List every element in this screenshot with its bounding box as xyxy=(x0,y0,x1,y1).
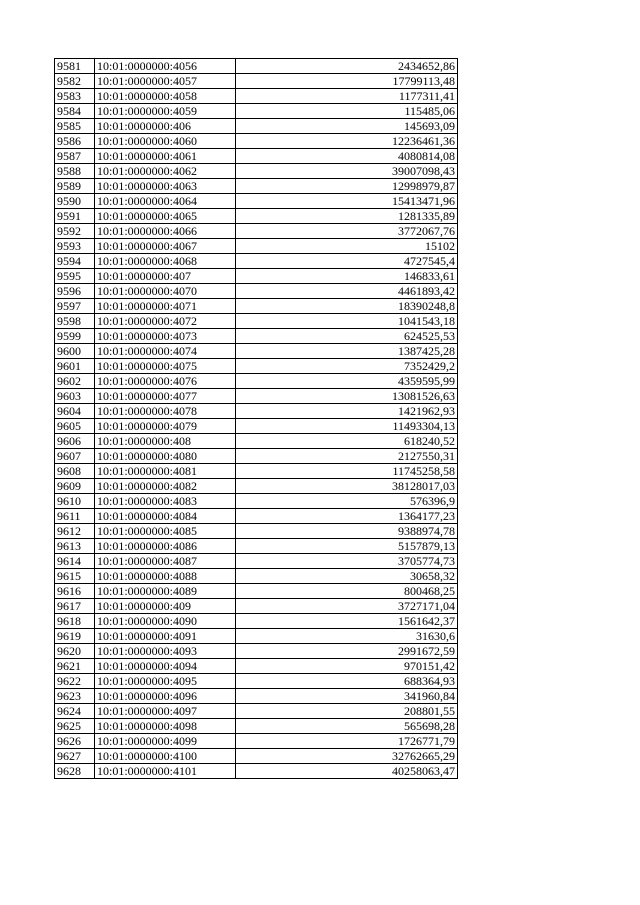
cadastral-number-cell: 10:01:0000000:4070 xyxy=(95,284,236,299)
cadastral-number-cell: 10:01:0000000:4081 xyxy=(95,464,236,479)
row-number-cell: 9627 xyxy=(55,749,95,764)
cadastral-number-cell: 10:01:0000000:409 xyxy=(95,599,236,614)
row-number-cell: 9623 xyxy=(55,689,95,704)
cadastral-number-cell: 10:01:0000000:408 xyxy=(95,434,236,449)
table-row xyxy=(55,599,458,614)
cadastral-number-cell: 10:01:0000000:4075 xyxy=(95,359,236,374)
row-number-cell: 9600 xyxy=(55,344,95,359)
cadastral-number-cell: 10:01:0000000:4077 xyxy=(95,389,236,404)
cadastral-number-cell: 10:01:0000000:4088 xyxy=(95,569,236,584)
row-number-cell: 9595 xyxy=(55,269,95,284)
value-cell: 2127550,31 xyxy=(236,449,458,464)
table-row xyxy=(55,179,458,194)
row-number-cell: 9598 xyxy=(55,314,95,329)
cadastral-number-cell: 10:01:0000000:4090 xyxy=(95,614,236,629)
row-number-cell: 9606 xyxy=(55,434,95,449)
cadastral-number-cell: 10:01:0000000:4073 xyxy=(95,329,236,344)
table-row xyxy=(55,329,458,344)
row-number-cell: 9582 xyxy=(55,74,95,89)
row-number-cell: 9604 xyxy=(55,404,95,419)
row-number-cell: 9621 xyxy=(55,659,95,674)
cadastral-number-cell: 10:01:0000000:4079 xyxy=(95,419,236,434)
table-row xyxy=(55,464,458,479)
cadastral-number-cell: 10:01:0000000:4099 xyxy=(95,734,236,749)
table-row xyxy=(55,134,458,149)
row-number-cell: 9611 xyxy=(55,509,95,524)
value-cell: 11745258,58 xyxy=(236,464,458,479)
value-cell: 688364,93 xyxy=(236,674,458,689)
table-row xyxy=(55,584,458,599)
row-number-cell: 9590 xyxy=(55,194,95,209)
table-row xyxy=(55,404,458,419)
row-number-cell: 9605 xyxy=(55,419,95,434)
table-row xyxy=(55,449,458,464)
cadastral-number-cell: 10:01:0000000:4065 xyxy=(95,209,236,224)
table-row xyxy=(55,284,458,299)
table-row xyxy=(55,554,458,569)
table-row xyxy=(55,719,458,734)
row-number-cell: 9615 xyxy=(55,569,95,584)
cadastral-number-cell: 10:01:0000000:4080 xyxy=(95,449,236,464)
table-row xyxy=(55,614,458,629)
cadastral-number-cell: 10:01:0000000:4074 xyxy=(95,344,236,359)
row-number-cell: 9610 xyxy=(55,494,95,509)
value-cell: 565698,28 xyxy=(236,719,458,734)
data-table xyxy=(54,58,458,779)
cadastral-number-cell: 10:01:0000000:4076 xyxy=(95,374,236,389)
cadastral-number-cell: 10:01:0000000:4091 xyxy=(95,629,236,644)
table-row xyxy=(55,479,458,494)
row-number-cell: 9601 xyxy=(55,359,95,374)
value-cell: 31630,6 xyxy=(236,629,458,644)
row-number-cell: 9593 xyxy=(55,239,95,254)
value-cell: 2434652,86 xyxy=(236,59,458,74)
value-cell: 1387425,28 xyxy=(236,344,458,359)
table-row xyxy=(55,524,458,539)
table-row xyxy=(55,749,458,764)
value-cell: 38128017,03 xyxy=(236,479,458,494)
value-cell: 40258063,47 xyxy=(236,764,458,779)
table-row xyxy=(55,209,458,224)
table-row xyxy=(55,569,458,584)
row-number-cell: 9592 xyxy=(55,224,95,239)
cadastral-number-cell: 10:01:0000000:4094 xyxy=(95,659,236,674)
value-cell: 146833,61 xyxy=(236,269,458,284)
cadastral-number-cell: 10:01:0000000:407 xyxy=(95,269,236,284)
cadastral-number-cell: 10:01:0000000:4096 xyxy=(95,689,236,704)
cadastral-number-cell: 10:01:0000000:4059 xyxy=(95,104,236,119)
row-number-cell: 9617 xyxy=(55,599,95,614)
cadastral-number-cell: 10:01:0000000:4060 xyxy=(95,134,236,149)
value-cell: 39007098,43 xyxy=(236,164,458,179)
value-cell: 145693,09 xyxy=(236,119,458,134)
value-cell: 618240,52 xyxy=(236,434,458,449)
row-number-cell: 9625 xyxy=(55,719,95,734)
row-number-cell: 9609 xyxy=(55,479,95,494)
table-row xyxy=(55,494,458,509)
cadastral-number-cell: 10:01:0000000:4058 xyxy=(95,89,236,104)
value-cell: 18390248,8 xyxy=(236,299,458,314)
table-row xyxy=(55,764,458,779)
row-number-cell: 9583 xyxy=(55,89,95,104)
table-row xyxy=(55,674,458,689)
table-row xyxy=(55,194,458,209)
table-row xyxy=(55,104,458,119)
row-number-cell: 9597 xyxy=(55,299,95,314)
row-number-cell: 9624 xyxy=(55,704,95,719)
cadastral-number-cell: 10:01:0000000:4064 xyxy=(95,194,236,209)
cadastral-number-cell: 10:01:0000000:4062 xyxy=(95,164,236,179)
table-row xyxy=(55,509,458,524)
cadastral-number-cell: 10:01:0000000:4085 xyxy=(95,524,236,539)
table-row xyxy=(55,59,458,74)
cadastral-number-cell: 10:01:0000000:406 xyxy=(95,119,236,134)
row-number-cell: 9585 xyxy=(55,119,95,134)
row-number-cell: 9622 xyxy=(55,674,95,689)
row-number-cell: 9603 xyxy=(55,389,95,404)
value-cell: 1281335,89 xyxy=(236,209,458,224)
value-cell: 4080814,08 xyxy=(236,149,458,164)
cadastral-number-cell: 10:01:0000000:4082 xyxy=(95,479,236,494)
cadastral-number-cell: 10:01:0000000:4095 xyxy=(95,674,236,689)
value-cell: 1041543,18 xyxy=(236,314,458,329)
row-number-cell: 9591 xyxy=(55,209,95,224)
value-cell: 15102 xyxy=(236,239,458,254)
row-number-cell: 9628 xyxy=(55,764,95,779)
value-cell: 341960,84 xyxy=(236,689,458,704)
table-row xyxy=(55,629,458,644)
value-cell: 5157879,13 xyxy=(236,539,458,554)
row-number-cell: 9588 xyxy=(55,164,95,179)
row-number-cell: 9584 xyxy=(55,104,95,119)
cadastral-number-cell: 10:01:0000000:4067 xyxy=(95,239,236,254)
value-cell: 115485,06 xyxy=(236,104,458,119)
value-cell: 9388974,78 xyxy=(236,524,458,539)
row-number-cell: 9586 xyxy=(55,134,95,149)
value-cell: 3705774,73 xyxy=(236,554,458,569)
table-row xyxy=(55,89,458,104)
cadastral-number-cell: 10:01:0000000:4056 xyxy=(95,59,236,74)
value-cell: 11493304,13 xyxy=(236,419,458,434)
table-row xyxy=(55,734,458,749)
row-number-cell: 9613 xyxy=(55,539,95,554)
table-row xyxy=(55,254,458,269)
value-cell: 7352429,2 xyxy=(236,359,458,374)
value-cell: 2991672,59 xyxy=(236,644,458,659)
value-cell: 1364177,23 xyxy=(236,509,458,524)
table-row xyxy=(55,704,458,719)
value-cell: 4359595,99 xyxy=(236,374,458,389)
value-cell: 1726771,79 xyxy=(236,734,458,749)
cadastral-number-cell: 10:01:0000000:4063 xyxy=(95,179,236,194)
value-cell: 30658,32 xyxy=(236,569,458,584)
table-row xyxy=(55,314,458,329)
table-row xyxy=(55,269,458,284)
value-cell: 3727171,04 xyxy=(236,599,458,614)
row-number-cell: 9618 xyxy=(55,614,95,629)
cadastral-number-cell: 10:01:0000000:4086 xyxy=(95,539,236,554)
table-body xyxy=(55,59,458,779)
cadastral-number-cell: 10:01:0000000:4084 xyxy=(95,509,236,524)
value-cell: 13081526,63 xyxy=(236,389,458,404)
value-cell: 576396,9 xyxy=(236,494,458,509)
row-number-cell: 9589 xyxy=(55,179,95,194)
cadastral-number-cell: 10:01:0000000:4100 xyxy=(95,749,236,764)
table-row xyxy=(55,419,458,434)
value-cell: 17799113,48 xyxy=(236,74,458,89)
value-cell: 12236461,36 xyxy=(236,134,458,149)
table-row xyxy=(55,149,458,164)
table-row xyxy=(55,164,458,179)
table-row xyxy=(55,644,458,659)
row-number-cell: 9608 xyxy=(55,464,95,479)
table-row xyxy=(55,239,458,254)
row-number-cell: 9596 xyxy=(55,284,95,299)
cadastral-number-cell: 10:01:0000000:4087 xyxy=(95,554,236,569)
cadastral-number-cell: 10:01:0000000:4093 xyxy=(95,644,236,659)
table-row xyxy=(55,434,458,449)
cadastral-number-cell: 10:01:0000000:4061 xyxy=(95,149,236,164)
cadastral-number-cell: 10:01:0000000:4072 xyxy=(95,314,236,329)
cadastral-number-cell: 10:01:0000000:4078 xyxy=(95,404,236,419)
table-row xyxy=(55,689,458,704)
row-number-cell: 9581 xyxy=(55,59,95,74)
row-number-cell: 9587 xyxy=(55,149,95,164)
value-cell: 15413471,96 xyxy=(236,194,458,209)
table-row xyxy=(55,224,458,239)
row-number-cell: 9616 xyxy=(55,584,95,599)
table-row xyxy=(55,539,458,554)
row-number-cell: 9619 xyxy=(55,629,95,644)
value-cell: 1177311,41 xyxy=(236,89,458,104)
row-number-cell: 9602 xyxy=(55,374,95,389)
row-number-cell: 9612 xyxy=(55,524,95,539)
value-cell: 1561642,37 xyxy=(236,614,458,629)
cadastral-number-cell: 10:01:0000000:4098 xyxy=(95,719,236,734)
table-row xyxy=(55,374,458,389)
cadastral-number-cell: 10:01:0000000:4097 xyxy=(95,704,236,719)
row-number-cell: 9614 xyxy=(55,554,95,569)
row-number-cell: 9607 xyxy=(55,449,95,464)
cadastral-number-cell: 10:01:0000000:4089 xyxy=(95,584,236,599)
table-row xyxy=(55,299,458,314)
table-row xyxy=(55,389,458,404)
value-cell: 1421962,93 xyxy=(236,404,458,419)
row-number-cell: 9599 xyxy=(55,329,95,344)
value-cell: 208801,55 xyxy=(236,704,458,719)
cadastral-number-cell: 10:01:0000000:4101 xyxy=(95,764,236,779)
value-cell: 4461893,42 xyxy=(236,284,458,299)
table-row xyxy=(55,359,458,374)
value-cell: 800468,25 xyxy=(236,584,458,599)
table-row xyxy=(55,74,458,89)
value-cell: 3772067,76 xyxy=(236,224,458,239)
value-cell: 624525,53 xyxy=(236,329,458,344)
value-cell: 4727545,4 xyxy=(236,254,458,269)
row-number-cell: 9620 xyxy=(55,644,95,659)
row-number-cell: 9626 xyxy=(55,734,95,749)
cadastral-number-cell: 10:01:0000000:4083 xyxy=(95,494,236,509)
cadastral-number-cell: 10:01:0000000:4068 xyxy=(95,254,236,269)
table-row xyxy=(55,119,458,134)
cadastral-number-cell: 10:01:0000000:4066 xyxy=(95,224,236,239)
value-cell: 970151,42 xyxy=(236,659,458,674)
row-number-cell: 9594 xyxy=(55,254,95,269)
value-cell: 32762665,29 xyxy=(236,749,458,764)
cadastral-number-cell: 10:01:0000000:4057 xyxy=(95,74,236,89)
table-row xyxy=(55,659,458,674)
value-cell: 12998979,87 xyxy=(236,179,458,194)
cadastral-number-cell: 10:01:0000000:4071 xyxy=(95,299,236,314)
table-row xyxy=(55,344,458,359)
